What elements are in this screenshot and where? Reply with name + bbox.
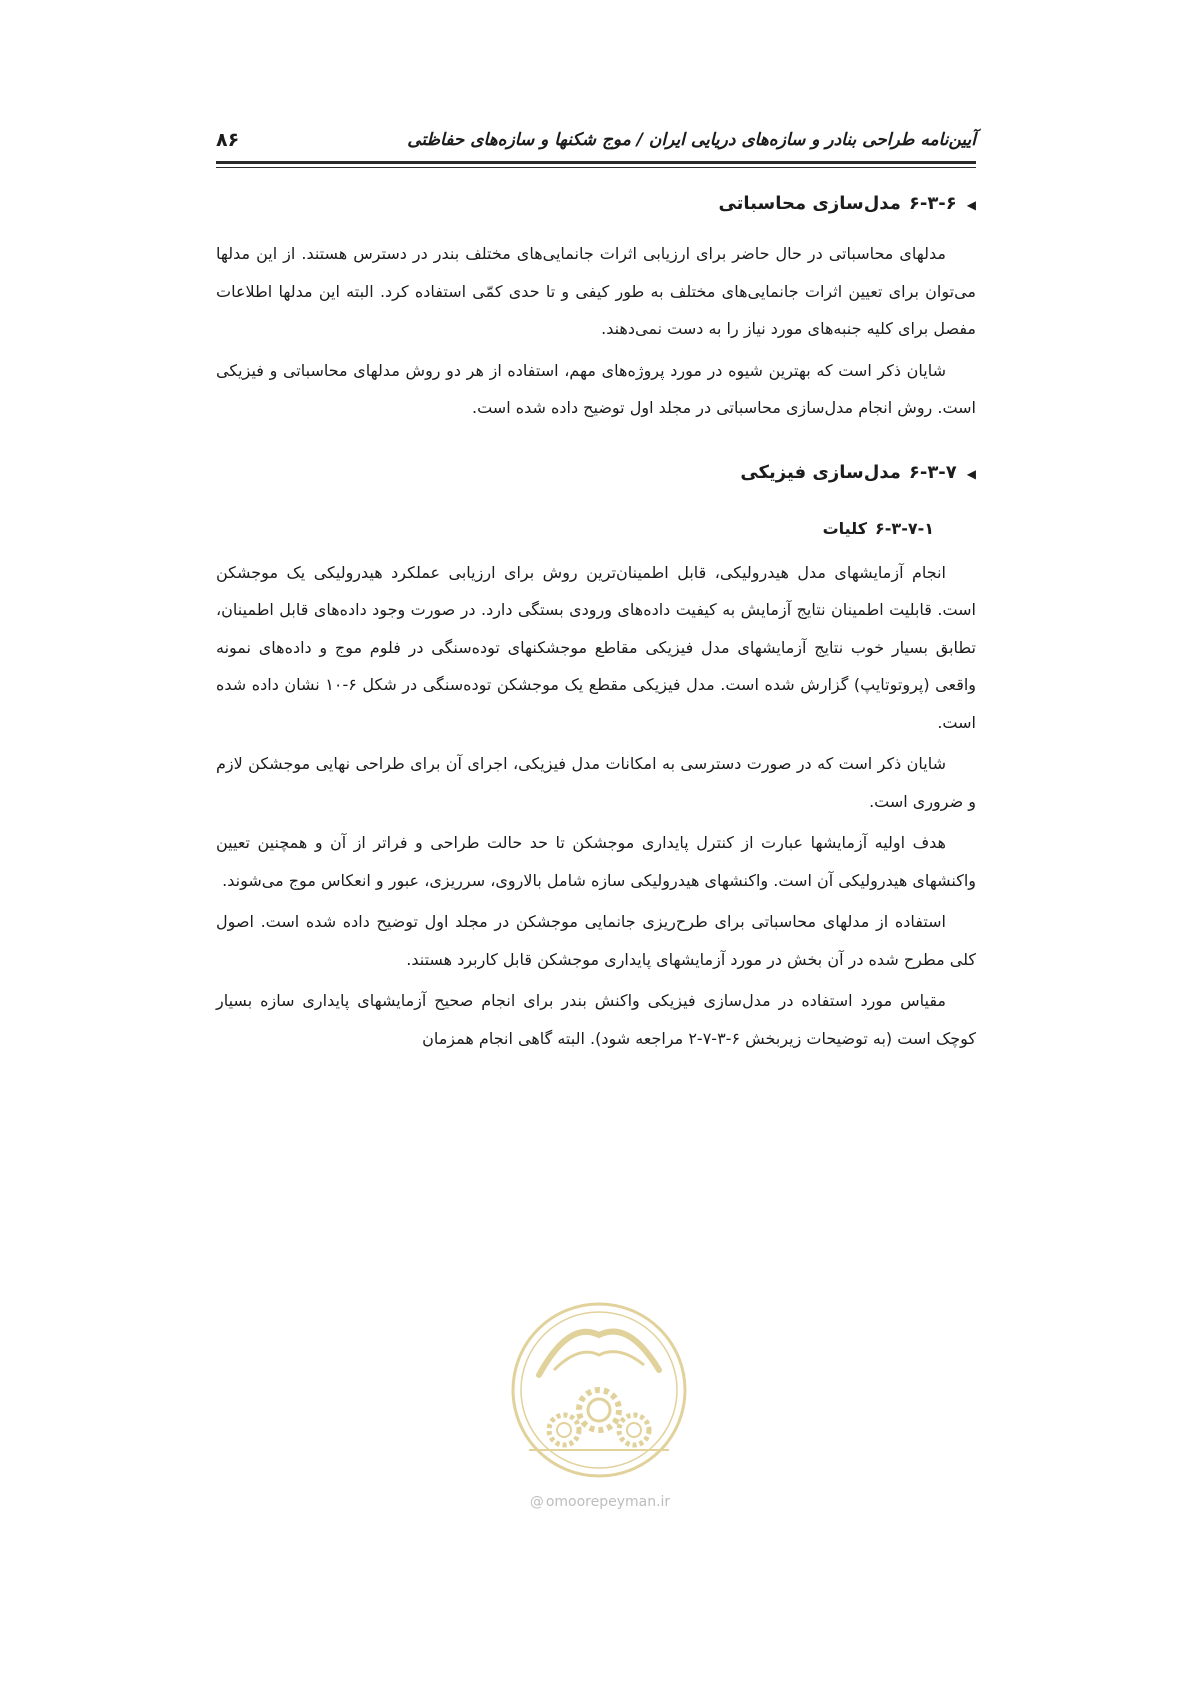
section-heading [216, 457, 976, 490]
watermark-url [495, 1494, 705, 1510]
triangle-bullet-icon: ◀ [966, 198, 976, 212]
page-number: ۸۶ [216, 129, 240, 151]
paragraph: شایان ذکر است که در صورت دسترسی به امکانات مدل فیزیکی، اجرای آن برای طراحی نهایی موجشکن لازم و ضروری است. [216, 754, 976, 811]
header-rule-thin [216, 167, 976, 168]
subsection-number: ۶-۳-۷-۱ [875, 518, 934, 538]
subsection-title: کلیات [822, 518, 868, 538]
section-title: مدل‌سازی محاسباتی [718, 193, 901, 214]
page-header [216, 124, 976, 156]
paragraph: استفاده از مدلهای محاسباتی برای طرح‌ریزی جانمایی موجشکن در مجلد اول توضیح داده شده است. اصول کلی مطرح شده در آن بخش در مورد آزمایشهای پایداری موجشکن قابل کاربرد هستند. [216, 912, 976, 969]
paragraph: شایان ذکر است که بهترین شیوه در مورد پروژه‌های مهم، استفاده از هر دو روش مدلهای محاسباتی و فیزیکی است. روش انجام مدل‌سازی محاسباتی در مجلد اول توضیح داده شده است. [216, 360, 976, 417]
watermark-seal-icon [509, 1300, 689, 1480]
section-number: ۶-۳-۶ [908, 193, 957, 214]
section-number: ۶-۳-۷ [908, 461, 957, 483]
paragraph: مقیاس مورد استفاده در مدل‌سازی فیزیکی واکنش بندر برای انجام صحیح آزمایشهای پایداری سازه بسیار کوچک است (به توضیحات زیربخش ۶-۳-۷-۲ مراجعه شود). البته گاهی انجام همزمان [216, 991, 976, 1048]
page-body [216, 176, 976, 1061]
paragraph: هدف اولیه آزمایشها عبارت از کنترل پایداری موجشکن تا حد حالت طراحی و فراتر از آن و همچنین تعیین واکنشهای هیدرولیکی آن است. واکنشهای هیدرولیکی سازه شامل بالاروی، سرریزی، عبور و انعکاس موج می‌شوند. [216, 833, 976, 890]
section-heading [216, 188, 976, 221]
at-icon: @ [529, 1494, 544, 1510]
header-rule-thick [216, 161, 976, 164]
triangle-bullet-icon: ◀ [966, 466, 976, 481]
paragraph: انجام آزمایشهای مدل هیدرولیکی، قابل اطمینان‌ترین روش برای ارزیابی عملکرد هیدرولیکی یک موجشکن است. قابلیت اطمینان نتایج آزمایش به کیفیت داده‌های ورودی بستگی دارد. در صورت وجود داده‌های قابل اطمینان، تطابق بسیار خوب نتایج آزمایشهای مدل فیزیکی مقاطع موجشکنهای توده‌سنگی در فلوم موج و داده‌های نمونه واقعی (پروتوتایپ) گزارش شده است. مدل فیزیکی مقطع یک موجشکن توده‌سنگی در شکل ۶-۱۰ نشان داده شده است. [216, 562, 977, 732]
paragraph: مدلهای محاسباتی در حال حاضر برای ارزیابی اثرات جانمایی‌های مختلف بندر در دسترس هستند. از این مدلها می‌توان برای تعیین اثرات جانمایی‌های مختلف به طور کیفی و تا حدی کمّی استفاده کرد. البته این مدلها اطلاعات مفصل برای کلیه جنبه‌های مورد نیاز را به دست نمی‌دهند. [216, 244, 976, 338]
subsection-heading [216, 514, 934, 544]
running-title: آیین‌نامه طراحی بنادر و سازه‌های دریایی ایران / موج شکنها و سازه‌های حفاظتی [407, 130, 976, 150]
section-title: مدل‌سازی فیزیکی [740, 461, 901, 483]
watermark-url-text: omoorepeyman.ir [545, 1494, 671, 1510]
